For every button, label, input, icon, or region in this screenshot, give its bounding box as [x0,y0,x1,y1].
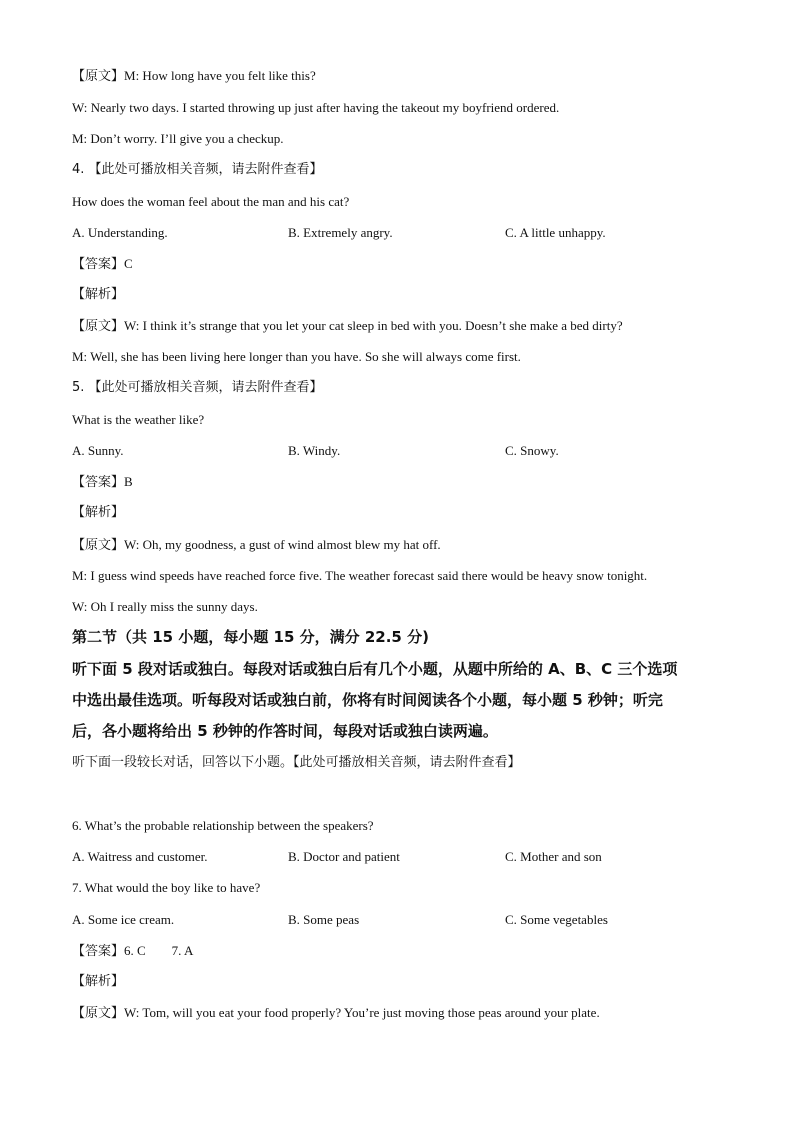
option-b: B. Windy. [288,443,341,458]
question-text: 7. What would the boy like to have? [72,880,261,895]
option-a: A. Waitress and customer. [72,849,208,864]
transcript-line: M: Well, she has been living here longer than you have. So she will always come first. [72,349,521,364]
transcript-line: W: Nearly two days. I started throwing up just after having the takeout my boyfriend ordered. [72,100,560,115]
option-b: B. Doctor and patient [288,849,400,864]
option-b: B. Some peas [288,912,360,927]
option-c: C. Some vegetables [505,912,608,927]
transcript-line: M: Don’t worry. I’ll give you a checkup. [72,131,284,146]
question-text: What is the weather like? [72,412,205,427]
audio-placeholder: 4. 【此处可播放相关音频，请去附件查看】 [72,162,323,177]
option-c: C. Snowy. [505,443,559,458]
question-text: 6. What’s the probable relationship between the speakers? [72,818,374,833]
analysis-label: 【解析】 [72,505,125,520]
section-instructions: 听下面 5 段对话或独白。每段对话或独白后有几个小题，从题中所给的 A、B、C 三个选项 [72,660,678,678]
transcript-line: W: Oh I really miss the sunny days. [72,599,258,614]
analysis-label: 【解析】 [72,287,125,302]
option-b: B. Extremely angry. [288,225,393,240]
transcript-line: M: I guess wind speeds have reached force five. The weather forecast said there would be heavy snow tonight. [72,568,648,583]
transcript-line: 【原文】M: How long have you felt like this? [72,68,316,84]
analysis-label: 【解析】 [72,974,125,989]
transcript-line: 【原文】W: I think it’s strange that you let your cat sleep in bed with you. Doesn’t she make a bed dirty? [72,318,623,334]
section-instructions: 中选出最佳选项。听每段对话或独白前，你将有时间阅读各个小题，每小题 5 秒钟；听完 [72,691,663,709]
option-c: C. Mother and son [505,849,602,864]
answer-line: 【答案】C [72,256,133,272]
section-heading: 第二节（共 15 小题，每小题 15 分，满分 22.5 分) [72,628,429,646]
option-a: A. Some ice cream. [72,912,175,927]
answer-line: 【答案】6. C 7. A [72,943,194,959]
answer-line: 【答案】B [72,474,133,490]
audio-placeholder: 5. 【此处可播放相关音频，请去附件查看】 [72,380,323,395]
option-a: A. Understanding. [72,225,168,240]
option-a: A. Sunny. [72,443,124,458]
question-text: How does the woman feel about the man and his cat? [72,194,350,209]
dialogue-intro: 听下面一段较长对话，回答以下小题。【此处可播放相关音频，请去附件查看】 [72,755,521,770]
transcript-line: 【原文】W: Tom, will you eat your food properly? You’re just moving those peas around your plate. [72,1005,600,1021]
section-instructions: 后，各小题将给出 5 秒钟的作答时间，每段对话或独白读两遍。 [72,722,498,740]
transcript-line: 【原文】W: Oh, my goodness, a gust of wind almost blew my hat off. [72,537,441,553]
option-c: C. A little unhappy. [505,225,606,240]
